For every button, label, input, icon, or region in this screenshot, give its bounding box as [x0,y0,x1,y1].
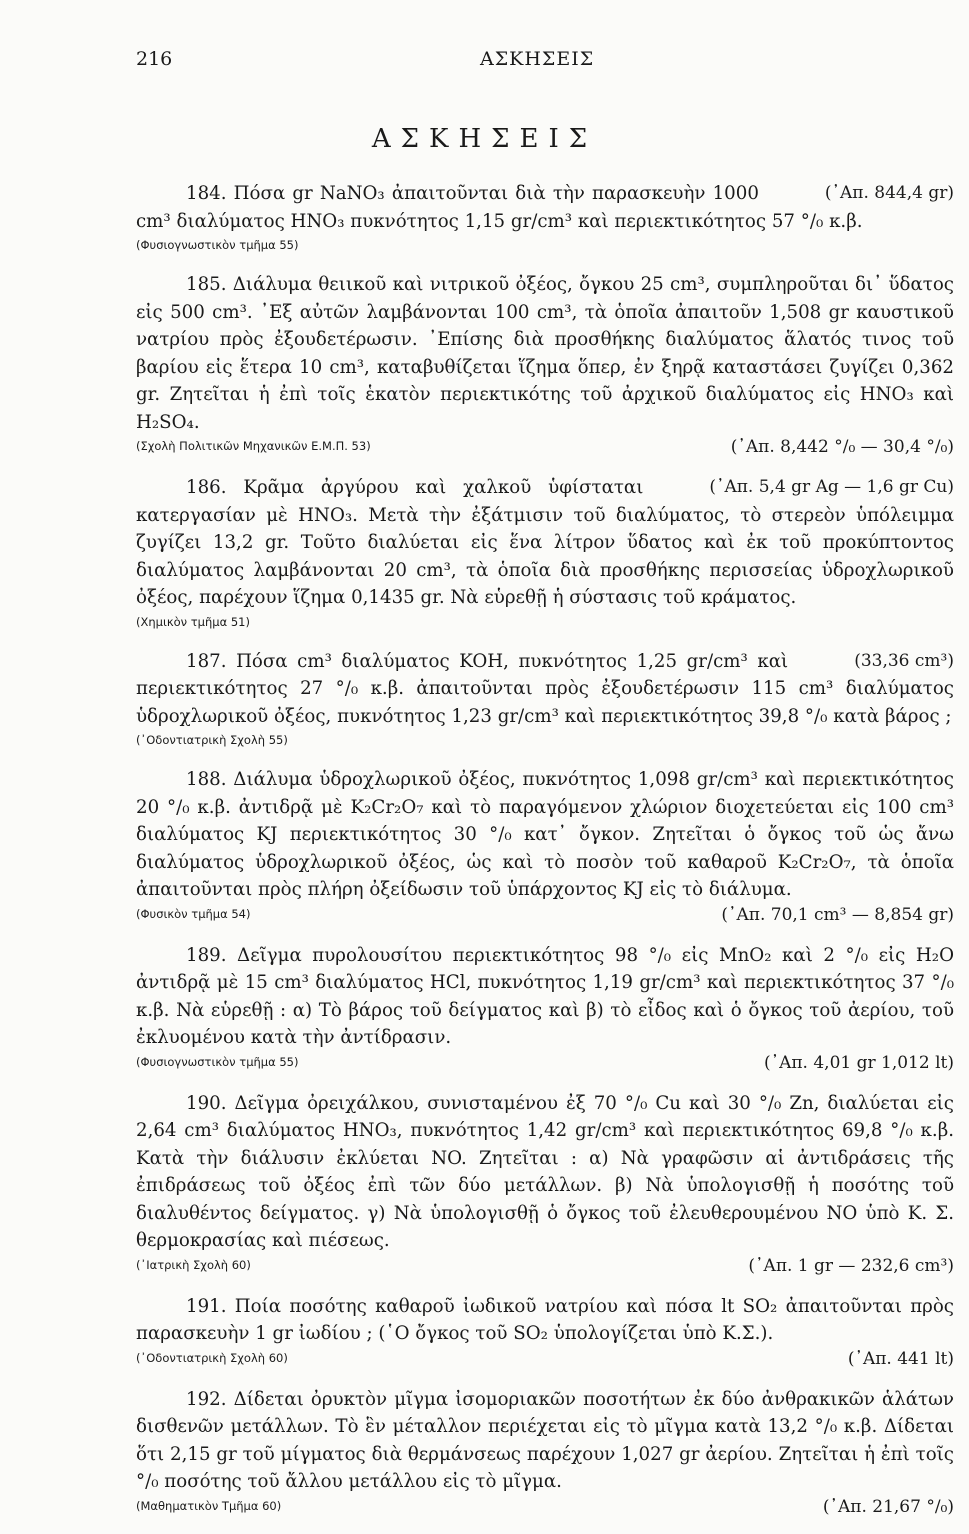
problem-source: (Μαθηματικὸν Τμῆμα 60) [136,1498,282,1513]
problem-191 [136,1293,954,1370]
problem-text: 188. Διάλυμα ὑδροχλωρικοῦ ὀξέος, πυκνότητος 1,098 gr/cm³ καὶ περιεκτικότητος 20 °/₀ κ.β. ἀντιδρᾷ μὲ K₂Cr₂O₇ καὶ τὸ παραγόμενον χλώριον διοχετεύεται εἰς 100 cm³ διαλύματος KJ περιεκτικότητος 30 °/₀ κατ᾽ ὄγκον. Ζητεῖται ὁ ὄγκος τοῦ ὡς ἄνω διαλύματος ὑδροχλωρικοῦ ὀξέος, ὡς καὶ τὸ ποσὸν τοῦ καθαροῦ K₂Cr₂O₇, τὰ ὁποῖα ἀπαιτοῦνται πρὸς πλήρη ὀξείδωσιν τοῦ ὑπάρχοντος KJ εἰς τὸ διάλυμα. [136,769,954,900]
problem-187 [136,648,954,751]
problem-source: (Φυσιογνωστικὸν τμῆμα 55) [136,1054,299,1069]
problem-answer: (᾿Απ. 4,01 gr 1,012 lt) [763,1052,954,1073]
problem-text: 190. Δεῖγμα ὀρειχάλκου, συνισταμένου ἐξ 70 °/₀ Cu καὶ 30 °/₀ Zn, διαλύεται εἰς 2,64 cm³ διαλύματος HNO₃, πυκνότητος 1,42 gr/cm³ καὶ περιεκτικότητος 69,8 °/₀ κ.β. Κατὰ τὴν διάλυσιν ἐκλύεται NO. Ζητεῖται : α) Νὰ γραφῶσιν αἱ ἀντιδράσεις τῆς ἐπιδράσεως τοῦ ὀξέος ἐπὶ τῶν δύο μετάλλων. β) Νὰ ὑπολογισθῇ ἡ ποσότης τοῦ διαλυθέντος δείγματος. γ) Νὰ ὑπολογισθῇ ὁ ὄγκος τοῦ ἐλευθερουμένου NO ὑπὸ Κ. Σ. θερμοκρασίας καὶ πιέσεως. [136,1092,954,1251]
problem-192 [136,1386,954,1518]
page-number: 216 [136,48,173,70]
problem-text: (᾿Απ. 844,4 gr) 184. Πόσα gr NaNO₃ ἀπαιτοῦνται διὰ τὴν παρασκευὴν 1000 cm³ διαλύματος HNO₃ πυκνότητος 1,15 gr/cm³ καὶ περιεκτικότητος 57 °/₀ κ.β. [136,180,954,235]
problem-source: (᾿Οδοντιατρικὴ Σχολὴ 55) [136,733,288,747]
problem-source: (Φυσιογνωστικὸν τμῆμα 55) [136,238,299,252]
problem-186 [136,474,954,632]
problem-text: 185. Διάλυμα θειικοῦ καὶ νιτρικοῦ ὀξέος, ὄγκου 25 cm³, συμπληροῦται δι᾽ ὕδατος εἰς 500 cm³. ᾿Εξ αὐτῶν λαμβάνονται 100 cm³, τὰ ὁποῖα ἀπαιτοῦν 1,508 gr καυστικοῦ νατρίου πρὸς ἐξουδετέρωσιν. ᾿Επίσης διὰ προσθήκης διαλύματος ἅλατός τινος τοῦ βαρίου εἰς ἕτερα 10 cm³, καταβυθίζεται ἵζημα ὅπερ, ἐν ξηρᾷ καταστάσει ζυγίζει 0,362 gr. Ζητεῖται ἡ ἐπὶ τοῖς ἑκατὸν περιεκτικότης τοῦ ἀρχικοῦ διαλύματος εἰς HNO₃ καὶ H₂SO₄. [136,274,954,433]
problem-answer: (᾿Απ. 70,1 cm³ — 8,854 gr) [721,904,954,925]
problem-source: (Χημικὸν τμῆμα 51) [136,614,250,629]
page-header [136,48,956,78]
problem-190 [136,1090,954,1277]
problem-text: (᾿Απ. 5,4 gr Ag — 1,6 gr Cu) 186. Κρᾶμα ἀργύρου καὶ χαλκοῦ ὑφίσταται κατεργασίαν μὲ HNO₃. Μετὰ τὴν ἐξάτμισιν τοῦ διαλύματος, τὸ στερεὸν ὑπόλειμμα ζυγίζει 13,2 gr. Τοῦτο διαλύεται εἰς ἕνα λίτρον ὕδατος καὶ ἐκ τοῦ προκύπτοντος διαλύματος λαμβάνονται 20 cm³, τὰ ὁποῖα διὰ προσθήκης περισσείας ὑδροχλωρικοῦ ὀξέος, παρέχουν ἵζημα 0,1435 gr. Νὰ εὑρεθῇ ἡ σύστασις τοῦ κράματος. [136,474,954,612]
problem-source: (Φυσικὸν τμῆμα 54) [136,906,251,921]
problem-answer: (᾿Απ. 844,4 gr) [824,183,954,203]
problem-source: (᾿Οδοντιατρικὴ Σχολὴ 60) [136,1350,288,1365]
problem-answer: (᾿Απ. 441 lt) [847,1348,954,1369]
running-head: ΑΣΚΗΣΕΙΣ [480,48,595,70]
problem-189 [136,942,954,1074]
section-title: ΑΣΚΗΣΕΙΣ [371,124,598,154]
problem-184 [136,180,954,255]
problem-answer: (᾿Απ. 1 gr — 232,6 cm³) [748,1255,954,1276]
problem-answer: (33,36 cm³) [854,650,954,671]
problem-source: (᾿Ιατρικὴ Σχολὴ 60) [136,1257,251,1272]
problem-text: (33,36 cm³) 187. Πόσα cm³ διαλύματος KOH, πυκνότητος 1,25 gr/cm³ καὶ περιεκτικότητος 27 °/₀ κ.β. ἀπαιτοῦνται πρὸς ἐξουδετέρωσιν 115 cm³ διαλύματος ὑδροχλωρικοῦ ὀξέος, πυκνότητος 1,23 gr/cm³ καὶ περιεκτικότητος 39,8 °/₀ κατὰ βάρος ; [136,648,954,731]
problem-text: 189. Δεῖγμα πυρολουσίτου περιεκτικότητος 98 °/₀ εἰς MnO₂ καὶ 2 °/₀ εἰς H₂O ἀντιδρᾷ μὲ 15 cm³ διαλύματος HCl, πυκνότητος 1,19 gr/cm³ καὶ περιεκτικότητος 37 °/₀ κ.β. Νὰ εὑρεθῇ : α) Τὸ βάρος τοῦ δείγματος καὶ β) τὸ εἶδος καὶ ὁ ὄγκος τοῦ ἀερίου, τοῦ ἐκλυομένου κατὰ τὴν ἀντίδρασιν. [136,944,954,1048]
problem-answer: (᾿Απ. 8,442 °/₀ — 30,4 °/₀) [730,437,954,457]
problem-answer: (᾿Απ. 21,67 °/₀) [822,1496,954,1517]
problem-188 [136,766,954,926]
problem-source: (Σχολὴ Πολιτικῶν Μηχανικῶν Ε.Μ.Π. 53) [136,439,371,453]
problem-list [136,180,954,1534]
problem-answer: (᾿Απ. 5,4 gr Ag — 1,6 gr Cu) [709,477,954,497]
problem-185 [136,271,954,458]
problem-text: 192. Δίδεται ὀρυκτὸν μῖγμα ἰσομοριακῶν ποσοτήτων ἐκ δύο ἀνθρακικῶν ἁλάτων δισθενῶν μετάλλων. Τὸ ἓν μέταλλον περιέχεται εἰς τὸ μῖγμα κατὰ 13,2 °/₀ κ.β. Δίδεται ὅτι 2,15 gr τοῦ μίγματος διὰ θερμάνσεως παρέχουν 1,027 gr ἀερίου. Ζητεῖται ἡ ἐπὶ τοῖς °/₀ ποσότης τοῦ ἄλλου μετάλλου εἰς τὸ μῖγμα. [136,1388,954,1492]
problem-text: 191. Ποία ποσότης καθαροῦ ἰωδικοῦ νατρίου καὶ πόσα lt SO₂ ἀπαιτοῦνται πρὸς παρασκευὴν 1 gr ἰωδίου ; (῾Ο ὄγκος τοῦ SO₂ ὑπολογίζεται ὑπὸ Κ.Σ.). [136,1295,954,1344]
